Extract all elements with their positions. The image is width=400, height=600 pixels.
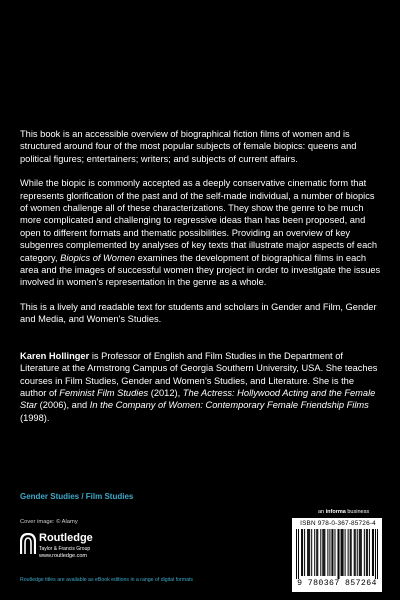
barcode-bar [339, 529, 340, 579]
bio-text: (2006), and [37, 400, 90, 411]
barcode-bar [307, 529, 308, 576]
barcode-bar [309, 529, 310, 576]
barcode-bar [351, 529, 352, 576]
barcode-bar [331, 529, 332, 576]
barcode-bar [332, 529, 333, 576]
isbn-label: ISBN 978-0-367-85726-4 [300, 520, 376, 527]
barcode-bar [348, 529, 349, 576]
barcode-bar [367, 529, 368, 576]
bio-text: (1998). [20, 412, 50, 423]
barcode-bar [343, 529, 344, 576]
informa-business-tag [318, 509, 369, 515]
bio-text: (2012), [148, 387, 183, 398]
barcode-bar [322, 529, 323, 576]
barcode-bar [338, 529, 339, 579]
barcode-bar [298, 529, 299, 579]
barcode-bar [372, 529, 373, 576]
publisher-website[interactable]: www.routledge.com [39, 553, 87, 559]
informa-suffix: business [345, 509, 370, 515]
barcode-bar [359, 529, 360, 576]
description-paragraph-1: This book is an accessible overview of biographical fiction films of women and is structured around four of the most popular subjects of female biopics: queens and political figures; entertainers; writers; and subjects of current affairs. [20, 129, 357, 164]
barcode-bar [357, 529, 358, 576]
author-book-title: In the Company of Women: Contemporary Female Friendship Films [89, 400, 369, 411]
ebook-note: Routledge titles are available as eBook editions in a range of digital formats [20, 577, 194, 583]
barcode-bar [311, 529, 312, 576]
description-paragraph-3: This is a lively and readable text for students and scholars in Gender and Film, Gender and Media, and Women’s Studies. [20, 301, 377, 325]
barcode-icon [296, 529, 378, 579]
barcode-bar [314, 529, 315, 576]
barcode-bar [345, 529, 346, 576]
author-book-title: The Actress: Hollywood Acting and the Female Star [20, 387, 376, 411]
barcode-bar [350, 529, 351, 576]
cover-image-credit: Cover image: © Alamy [20, 519, 78, 525]
barcode-bar [316, 529, 317, 576]
barcode-bar [341, 529, 342, 576]
barcode-bar [296, 529, 297, 579]
barcode-bar [377, 529, 378, 579]
barcode-bar [360, 529, 361, 576]
barcode-bar [375, 529, 376, 579]
barcode-bar [329, 529, 330, 576]
barcode-digits: 9 780367 857264 [297, 579, 377, 588]
subject-category: Gender Studies / Film Studies [20, 492, 134, 501]
barcode-bar [327, 529, 328, 576]
barcode-bar [324, 529, 325, 576]
isbn-barcode [292, 518, 382, 592]
informa-brand: informa [325, 509, 346, 515]
back-cover-text [20, 128, 382, 436]
barcode-bar [334, 529, 335, 576]
description-text: examines the development of biographical films in each area and the images of successful women they project in order to investigate the issues involved in women’s representation in the genre as a whole. [20, 252, 381, 288]
barcode-bar [355, 529, 356, 576]
barcode-bar [317, 529, 318, 576]
barcode-bar [361, 529, 362, 576]
book-title: Biopics of Women [60, 252, 136, 263]
barcode-bar [364, 529, 365, 576]
barcode-bar [323, 529, 324, 576]
description-text: While the biopic is commonly accepted as a deeply conservative cinematic form that represents glorification of the past and of the self-made individual, a number of biopics of women challenge all of these characterizations. They show the genre to be much more complicated and challenging to regressive ideas than has been proposed, and open to different formats and thematic possibilities. Providing an overview of key subgenres complemented by analyses of key texts that illustrate major aspects of each category, [20, 178, 378, 263]
bio-text: is Professor of English and Film Studies in the Department of Literature at the Armstrong Campus of Georgia Southern University, USA. She teaches courses in Film Studies, Gender and Women’s Studies, and Literature. She is the author of [20, 350, 378, 398]
barcode-bar [342, 529, 343, 576]
barcode-bar [369, 529, 370, 576]
author-name: Karen Hollinger [20, 350, 90, 361]
routledge-logo-icon [20, 533, 36, 555]
description-paragraph-2 [20, 177, 382, 289]
informa-prefix: an [318, 509, 326, 515]
barcode-bar [354, 529, 355, 576]
publisher-group: Taylor & Francis Group [39, 546, 91, 552]
barcode-bar [301, 529, 302, 576]
barcode-bar [302, 529, 303, 576]
publisher-logo [20, 532, 140, 562]
barcode-bar [308, 529, 309, 576]
barcode-bar [320, 529, 321, 576]
barcode-bar [304, 529, 305, 576]
barcode-bar [373, 529, 374, 576]
publisher-name: Routledge [39, 532, 93, 544]
author-bio [20, 350, 382, 424]
barcode-bar [366, 529, 367, 576]
author-book-title: Feminist Film Studies [59, 387, 149, 398]
